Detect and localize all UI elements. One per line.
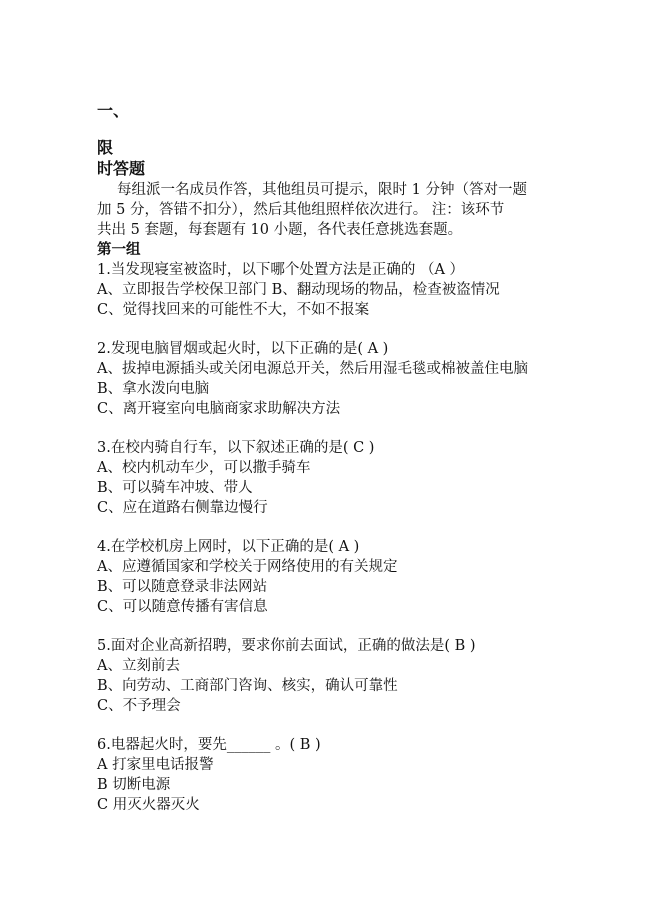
section-number: 一、 xyxy=(97,101,130,120)
question-5: 5.面对企业高新招聘，要求你前去面试，正确的做法是( B ) xyxy=(97,638,476,654)
question-2: 2.发现电脑冒烟或起火时，以下正确的是( A ) xyxy=(97,341,389,357)
question-6-option-c: C 用灭火器灭火 xyxy=(97,797,200,813)
question-3-option-c: C、应在道路右侧靠边慢行 xyxy=(97,500,268,516)
question-4-option-b: B、可以随意登录非法网站 xyxy=(97,579,268,595)
question-2-option-b: B、拿水泼向电脑 xyxy=(97,381,210,397)
question-4-option-a: A、应遵循国家和学校关于网络使用的有关规定 xyxy=(97,559,398,575)
question-6-option-a: A 打家里电话报警 xyxy=(97,757,214,773)
question-1: 1.当发现寝室被盗时，以下哪个处置方法是正确的 （A ） xyxy=(97,262,465,278)
heading-line-2: 时答题 xyxy=(97,159,146,178)
question-4-option-c: C、可以随意传播有害信息 xyxy=(97,599,268,615)
question-5-option-a: A、立刻前去 xyxy=(97,658,180,674)
question-4: 4.在学校机房上网时，以下正确的是( A ) xyxy=(97,539,360,555)
question-6: 6.电器起火时，要先______ 。( B ) xyxy=(97,737,321,753)
question-2-option-a: A、拔掉电源插头或关闭电源总开关，然后用湿毛毯或棉被盖住电脑 xyxy=(97,361,528,377)
question-1-option-a: A、立即报告学校保卫部门 B、翻动现场的物品，检查被盗情况 xyxy=(97,282,500,298)
intro-line-2: 加 5 分，答错不扣分），然后其他组照样依次进行。 注：该环节 xyxy=(97,202,505,218)
heading-line-1: 限 xyxy=(97,138,114,157)
question-1-option-c: C、觉得找回来的可能性不大，不如不报案 xyxy=(97,302,370,318)
question-3-option-b: B、可以骑车冲坡、带人 xyxy=(97,480,253,496)
intro-line-1: 每组派一名成员作答，其他组员可提示，限时 1 分钟（答对一题 xyxy=(117,182,527,198)
intro-line-3: 共出 5 套题，每套题有 10 小题，各代表任意挑选套题。 xyxy=(97,222,463,238)
question-2-option-c: C、离开寝室向电脑商家求助解决方法 xyxy=(97,401,341,417)
question-5-option-c: C、不予理会 xyxy=(97,698,181,714)
question-3-option-a: A、校内机动车少，可以撒手骑车 xyxy=(97,460,311,476)
question-3: 3.在校内骑自行车，以下叙述正确的是( C ) xyxy=(97,440,375,456)
question-6-option-b: B 切断电源 xyxy=(97,777,171,793)
group-title: 第一组 xyxy=(97,241,141,258)
question-5-option-b: B、向劳动、工商部门咨询、核实，确认可靠性 xyxy=(97,678,398,694)
